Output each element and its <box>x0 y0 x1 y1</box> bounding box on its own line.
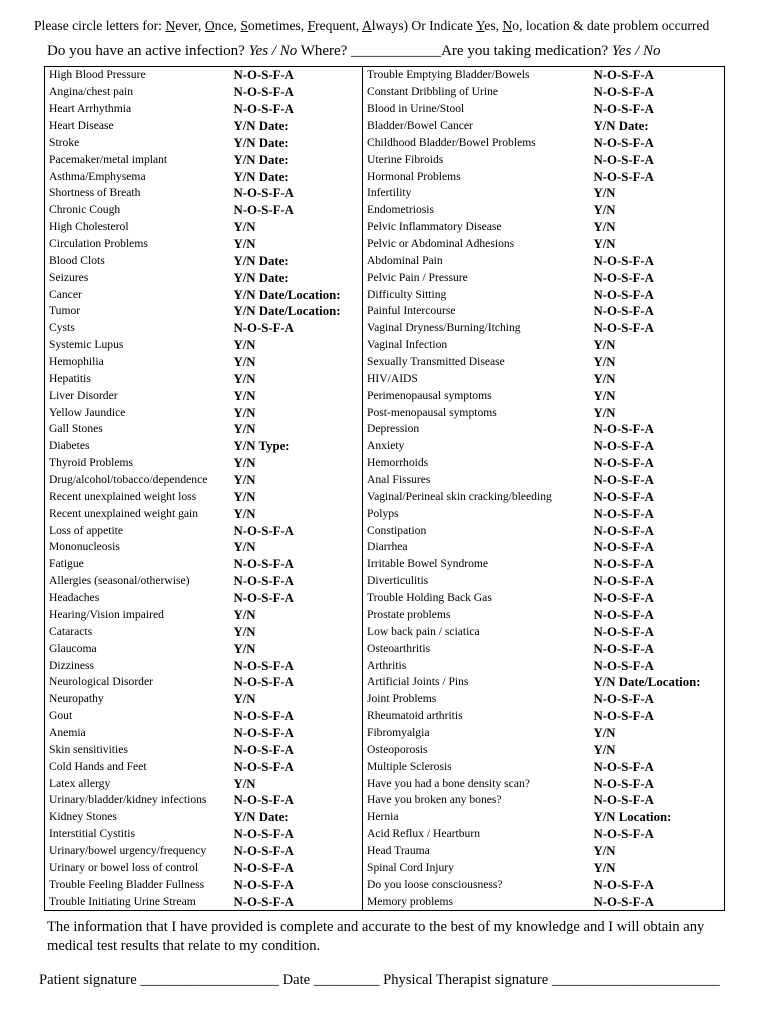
condition-label: High Blood Pressure <box>49 68 146 82</box>
answer-options[interactable]: N-O-S-F-A <box>593 456 654 471</box>
infection-question: Do you have an active infection? <box>47 43 249 59</box>
table-row <box>45 337 725 354</box>
answer-options[interactable]: Y/N <box>230 455 363 472</box>
condition-label: Perimenopausal symptoms <box>367 388 492 402</box>
table-row <box>45 118 725 135</box>
table-row <box>45 354 725 371</box>
condition-label: Latex allergy <box>49 776 111 790</box>
condition-label: High Cholesterol <box>49 220 129 234</box>
condition-label: Drug/alcohol/tobacco/dependence <box>49 473 208 487</box>
condition-label: Post-menopausal symptoms <box>367 405 497 419</box>
condition-label: Cysts <box>49 321 75 335</box>
table-row <box>45 488 725 505</box>
condition-label: Mononucleosis <box>49 540 120 554</box>
table-row <box>45 101 725 118</box>
answer-options[interactable]: Y/N <box>230 775 363 792</box>
table-row <box>45 168 725 185</box>
answer-options[interactable]: Y/N Date: <box>230 118 363 135</box>
answer-options[interactable]: N-O-S-F-A <box>230 84 363 101</box>
answer-options[interactable]: Y/N <box>593 725 616 740</box>
answer-options[interactable]: Y/N Date: <box>230 252 363 269</box>
condition-label: Angina/chest pain <box>49 85 134 99</box>
table-row <box>45 691 725 708</box>
answer-options[interactable]: N-O-S-F-A <box>593 489 654 504</box>
condition-label: Artificial Joints / Pins <box>367 675 469 689</box>
condition-label: Cataracts <box>49 624 93 638</box>
instructions-line <box>34 18 754 34</box>
answer-options[interactable]: N-O-S-F-A <box>230 826 363 843</box>
answer-options[interactable]: N-O-S-F-A <box>230 67 363 84</box>
answer-options[interactable]: N-O-S-F-A <box>230 101 363 118</box>
answer-options[interactable]: Y/N <box>593 742 616 757</box>
table-row <box>45 758 725 775</box>
table-row <box>45 708 725 725</box>
answer-options[interactable]: N-O-S-F-A <box>230 792 363 809</box>
answer-options[interactable]: Y/N <box>230 370 363 387</box>
answer-options[interactable]: Y/N <box>593 186 616 201</box>
answer-options[interactable]: Y/N <box>230 539 363 556</box>
answer-options[interactable]: Y/N Date/Location: <box>593 675 701 690</box>
condition-label: Polyps <box>367 506 399 520</box>
table-row <box>45 893 725 910</box>
condition-label: Heart Arrhythmia <box>49 102 132 116</box>
condition-label: Skin sensitivities <box>49 742 128 756</box>
condition-label: Trouble Feeling Bladder Fullness <box>49 877 205 891</box>
condition-label: Joint Problems <box>367 692 437 706</box>
infection-medication-question <box>47 43 661 60</box>
answer-options[interactable]: N-O-S-F-A <box>593 169 654 184</box>
answer-options[interactable]: N-O-S-F-A <box>593 759 654 774</box>
answer-options[interactable]: N-O-S-F-A <box>593 523 654 538</box>
table-row <box>45 455 725 472</box>
table-row <box>45 741 725 758</box>
key-no: N <box>502 18 513 33</box>
condition-label: Constant Dribbling of Urine <box>367 85 499 99</box>
answer-options[interactable]: Y/N <box>593 405 616 420</box>
condition-label: Heart Disease <box>49 119 114 132</box>
condition-label: Osteoporosis <box>367 742 428 756</box>
table-row <box>45 573 725 590</box>
answer-options[interactable]: N-O-S-F-A <box>230 573 363 590</box>
condition-label: Anal Fissures <box>367 473 431 487</box>
condition-label: Interstitial Cystitis <box>49 827 135 841</box>
answer-options[interactable]: Y/N Date: <box>230 809 363 826</box>
answer-options[interactable]: N-O-S-F-A <box>230 590 363 607</box>
answer-options[interactable]: Y/N <box>593 843 616 858</box>
answer-options[interactable]: Y/N <box>593 371 616 386</box>
instructions-prefix: Please circle letters for: <box>34 18 166 33</box>
answer-options[interactable]: N-O-S-F-A <box>593 776 654 791</box>
table-row <box>45 539 725 556</box>
condition-label: Acid Reflux / Heartburn <box>367 827 481 841</box>
answer-options[interactable]: N-O-S-F-A <box>230 185 363 202</box>
condition-label: Have you had a bone density scan? <box>367 776 530 790</box>
infection-where-field[interactable]: Where? ____________ <box>297 43 442 59</box>
condition-label: Rheumatoid arthritis <box>367 709 463 723</box>
answer-options[interactable]: Y/N <box>230 472 363 489</box>
table-row <box>45 404 725 421</box>
answer-options[interactable]: Y/N Date/Location: <box>230 286 363 303</box>
key-never: N <box>165 18 176 33</box>
condition-label: Vaginal Infection <box>367 338 448 352</box>
table-row <box>45 387 725 404</box>
answer-options[interactable]: N-O-S-F-A <box>230 522 363 539</box>
answer-options[interactable]: N-O-S-F-A <box>593 894 654 909</box>
answer-options[interactable]: N-O-S-F-A <box>593 85 654 100</box>
answer-options[interactable]: N-O-S-F-A <box>593 540 654 555</box>
answer-options[interactable]: N-O-S-F-A <box>593 793 654 808</box>
table-row <box>45 202 725 219</box>
answer-options[interactable]: N-O-S-F-A <box>593 877 654 892</box>
condition-label: Tumor <box>49 304 81 318</box>
answer-options[interactable]: Y/N <box>593 237 616 252</box>
answer-options[interactable]: N-O-S-F-A <box>593 253 654 268</box>
answer-options[interactable]: N-O-S-F-A <box>593 557 654 572</box>
table-row <box>45 826 725 843</box>
condition-label: Urinary/bladder/kidney infections <box>49 793 207 807</box>
condition-label: Difficulty Sitting <box>367 287 447 301</box>
condition-label: Circulation Problems <box>49 237 148 251</box>
table-row <box>45 303 725 320</box>
answer-options[interactable]: N-O-S-F-A <box>230 202 363 219</box>
key-frequent: F <box>307 18 316 33</box>
answer-options[interactable]: Y/N Type: <box>230 438 363 455</box>
answer-options[interactable]: N-O-S-F-A <box>593 827 654 842</box>
condition-label: Liver Disorder <box>49 388 118 402</box>
table-row <box>45 775 725 792</box>
condition-label: Spinal Cord Injury <box>367 860 454 874</box>
medication-question: Are you taking medication? <box>441 43 612 59</box>
condition-label: Vaginal Dryness/Burning/Itching <box>367 321 521 335</box>
condition-label: Thyroid Problems <box>49 456 134 470</box>
table-row <box>45 674 725 691</box>
condition-label: Fibromyalgia <box>367 725 430 739</box>
answer-options[interactable]: N-O-S-F-A <box>230 843 363 860</box>
answer-options[interactable]: N-O-S-F-A <box>593 321 654 336</box>
condition-label: Prostate problems <box>367 607 451 621</box>
answer-options[interactable]: Y/N <box>230 623 363 640</box>
condition-label: Systemic Lupus <box>49 338 124 352</box>
answer-options[interactable]: N-O-S-F-A <box>230 758 363 775</box>
condition-label: Loss of appetite <box>49 523 124 537</box>
key-once-rest: nce, <box>214 18 241 33</box>
condition-label: Constipation <box>367 523 427 537</box>
condition-label: Endometriosis <box>367 203 434 217</box>
condition-label: Anemia <box>49 725 86 739</box>
condition-label: Urinary/bowel urgency/frequency <box>49 843 207 857</box>
answer-options[interactable]: N-O-S-F-A <box>593 658 654 673</box>
condition-label: Arthritis <box>367 658 407 672</box>
condition-label: Neurological Disorder <box>49 675 153 689</box>
table-row <box>45 792 725 809</box>
condition-label: Hearing/Vision impaired <box>49 607 164 621</box>
answer-options[interactable]: N-O-S-F-A <box>593 68 654 83</box>
answer-options[interactable]: N-O-S-F-A <box>230 725 363 742</box>
key-sometimes: S <box>240 18 248 33</box>
condition-label: Recent unexplained weight loss <box>49 489 197 503</box>
answer-options[interactable]: N-O-S-F-A <box>593 709 654 724</box>
key-no-rest: o, location & date problem occurred <box>512 18 710 33</box>
condition-label: Allergies (seasonal/otherwise) <box>49 574 190 588</box>
answer-options[interactable]: N-O-S-F-A <box>593 641 654 656</box>
answer-options[interactable]: N-O-S-F-A <box>593 102 654 117</box>
answer-options[interactable]: N-O-S-F-A <box>593 607 654 622</box>
condition-label: Pelvic or Abdominal Adhesions <box>367 237 515 251</box>
answer-options[interactable]: Y/N <box>230 488 363 505</box>
table-row <box>45 185 725 202</box>
table-row <box>45 859 725 876</box>
condition-label: Bladder/Bowel Cancer <box>367 119 473 132</box>
condition-label: Childhood Bladder/Bowel Problems <box>367 135 536 149</box>
answer-options[interactable]: Y/N Date: <box>230 151 363 168</box>
signature-line[interactable]: Patient signature ___________________ Date _________ Physical Therapist signature _______________________ <box>39 972 720 988</box>
condition-label: Diverticulitis <box>367 574 429 588</box>
condition-label: Seizures <box>49 270 89 284</box>
condition-label: Blood in Urine/Stool <box>367 102 465 116</box>
answer-options[interactable]: Y/N Date: <box>593 119 649 133</box>
table-row <box>45 623 725 640</box>
condition-label: Trouble Holding Back Gas <box>367 591 492 605</box>
condition-label: Memory problems <box>367 894 453 908</box>
answer-options[interactable]: Y/N <box>230 337 363 354</box>
answer-options[interactable]: N-O-S-F-A <box>593 591 654 606</box>
answer-options[interactable]: Y/N <box>230 421 363 438</box>
condition-label: Asthma/Emphysema <box>49 169 146 183</box>
answer-options[interactable]: Y/N <box>230 236 363 253</box>
table-row <box>45 725 725 742</box>
condition-label: Hemorrhoids <box>367 456 429 470</box>
answer-options[interactable]: Y/N <box>593 355 616 370</box>
condition-label: Urinary or bowel loss of control <box>49 860 199 874</box>
medication-options[interactable]: Yes / No <box>611 43 661 59</box>
answer-options[interactable]: Y/N <box>593 860 616 875</box>
table-row <box>45 522 725 539</box>
condition-label: Gall Stones <box>49 422 103 436</box>
answer-options[interactable]: N-O-S-F-A <box>230 893 363 910</box>
key-frequent-rest: requent, <box>315 18 362 33</box>
condition-label: Head Trauma <box>367 843 430 857</box>
condition-label: Pacemaker/metal implant <box>49 152 168 166</box>
condition-label: Diabetes <box>49 439 90 453</box>
condition-label: Pelvic Inflammatory Disease <box>367 220 502 234</box>
condition-label: Cold Hands and Feet <box>49 759 147 773</box>
answer-options[interactable]: Y/N <box>593 338 616 353</box>
condition-label: Neuropathy <box>49 692 104 706</box>
table-row <box>45 657 725 674</box>
key-yes: Y <box>475 18 485 33</box>
answer-options[interactable]: N-O-S-F-A <box>230 556 363 573</box>
answer-options[interactable]: Y/N Date: <box>230 269 363 286</box>
answer-options[interactable]: N-O-S-F-A <box>230 708 363 725</box>
answer-options[interactable]: N-O-S-F-A <box>593 473 654 488</box>
table-row <box>45 590 725 607</box>
key-always-rest: lways) Or Indicate <box>371 18 476 33</box>
answer-options[interactable]: Y/N <box>593 388 616 403</box>
key-yes-rest: es, <box>484 18 503 33</box>
condition-label: Pelvic Pain / Pressure <box>367 270 468 284</box>
answer-options[interactable]: N-O-S-F-A <box>593 152 654 167</box>
table-row <box>45 843 725 860</box>
infection-options[interactable]: Yes / No <box>248 43 298 59</box>
condition-label: Vaginal/Perineal skin cracking/bleeding <box>367 489 552 503</box>
answer-options[interactable]: N-O-S-F-A <box>593 574 654 589</box>
answer-options[interactable]: Y/N <box>230 691 363 708</box>
answer-options[interactable]: Y/N Date/Location: <box>230 303 363 320</box>
key-always: A <box>361 18 372 33</box>
answer-options[interactable]: N-O-S-F-A <box>230 674 363 691</box>
condition-label: Chronic Cough <box>49 203 121 217</box>
medical-history-table <box>44 66 725 911</box>
table-row <box>45 320 725 337</box>
condition-label: Shortness of Breath <box>49 186 141 200</box>
condition-label: Sexually Transmitted Disease <box>367 355 505 369</box>
condition-label: HIV/AIDS <box>367 371 418 385</box>
answer-options[interactable]: N-O-S-F-A <box>593 270 654 285</box>
key-never-rest: ever, <box>175 18 205 33</box>
table-row <box>45 252 725 269</box>
condition-label: Low back pain / sciatica <box>367 624 480 638</box>
table-row <box>45 876 725 893</box>
answer-options[interactable]: N-O-S-F-A <box>593 304 654 319</box>
table-row <box>45 236 725 253</box>
answer-options[interactable]: N-O-S-F-A <box>230 741 363 758</box>
certification-statement: The information that I have provided is complete and accurate to the best of my knowledge and I will obtain any medical test results that relate to my condition. <box>47 919 705 954</box>
answer-options[interactable]: Y/N Date: <box>230 168 363 185</box>
table-row <box>45 607 725 624</box>
condition-label: Trouble Initiating Urine Stream <box>49 894 196 908</box>
condition-label: Irritable Bowel Syndrome <box>367 557 489 571</box>
answer-options[interactable]: N-O-S-F-A <box>593 422 654 437</box>
condition-label: Recent unexplained weight gain <box>49 506 199 520</box>
condition-label: Do you loose consciousness? <box>367 877 503 891</box>
condition-label: Anxiety <box>367 439 405 453</box>
condition-label: Glaucoma <box>49 641 97 655</box>
answer-options[interactable]: Y/N <box>593 203 616 218</box>
condition-label: Gout <box>49 709 73 723</box>
table-row <box>45 472 725 489</box>
medical-history-body <box>45 67 725 911</box>
answer-options[interactable]: Y/N Date: <box>230 134 363 151</box>
answer-options[interactable]: Y/N <box>230 354 363 371</box>
table-row <box>45 556 725 573</box>
table-row <box>45 505 725 522</box>
answer-options[interactable]: N-O-S-F-A <box>593 506 654 521</box>
condition-label: Diarrhea <box>367 540 408 554</box>
answer-options[interactable]: Y/N <box>230 219 363 236</box>
table-row <box>45 438 725 455</box>
table-row <box>45 809 725 826</box>
condition-label: Depression <box>367 422 420 436</box>
condition-label: Have you broken any bones? <box>367 793 502 807</box>
answer-options[interactable]: N-O-S-F-A <box>230 876 363 893</box>
table-row <box>45 370 725 387</box>
table-row <box>45 84 725 101</box>
answer-options[interactable]: N-O-S-F-A <box>593 692 654 707</box>
table-row <box>45 151 725 168</box>
answer-options[interactable]: Y/N <box>230 505 363 522</box>
condition-label: Dizziness <box>49 658 95 672</box>
table-row <box>45 219 725 236</box>
condition-label: Painful Intercourse <box>367 304 456 318</box>
condition-label: Cancer <box>49 287 82 301</box>
table-row <box>45 269 725 286</box>
answer-options[interactable]: Y/N <box>230 640 363 657</box>
answer-options[interactable]: Y/N <box>593 220 616 235</box>
condition-label: Hemophilia <box>49 355 104 369</box>
answer-options[interactable]: Y/N <box>230 607 363 624</box>
table-row <box>45 67 725 84</box>
answer-options[interactable]: N-O-S-F-A <box>593 287 654 302</box>
condition-label: Hepatitis <box>49 371 91 385</box>
condition-label: Infertility <box>367 186 412 200</box>
condition-label: Multiple Sclerosis <box>367 759 452 773</box>
answer-options[interactable]: Y/N <box>230 404 363 421</box>
answer-options[interactable]: N-O-S-F-A <box>230 657 363 674</box>
condition-label: Fatigue <box>49 557 84 571</box>
answer-options[interactable]: N-O-S-F-A <box>593 439 654 454</box>
condition-label: Osteoarthritis <box>367 641 431 655</box>
table-row <box>45 421 725 438</box>
table-row <box>45 640 725 657</box>
answer-options[interactable]: N-O-S-F-A <box>230 859 363 876</box>
key-once: O <box>204 18 215 33</box>
condition-label: Blood Clots <box>49 253 105 267</box>
condition-label: Kidney Stones <box>49 810 117 824</box>
answer-options[interactable]: Y/N <box>230 387 363 404</box>
condition-label: Abdominal Pain <box>367 253 443 267</box>
condition-label: Uterine Fibroids <box>367 152 444 166</box>
answer-options[interactable]: Y/N Location: <box>593 810 672 825</box>
table-row <box>45 286 725 303</box>
condition-label: Stroke <box>49 135 80 149</box>
condition-label: Yellow Jaundice <box>49 405 126 419</box>
condition-label: Hormonal Problems <box>367 169 461 183</box>
answer-options[interactable]: N-O-S-F-A <box>593 135 654 150</box>
condition-label: Headaches <box>49 591 100 605</box>
answer-options[interactable]: N-O-S-F-A <box>230 320 363 337</box>
condition-label: Trouble Emptying Bladder/Bowels <box>367 68 530 82</box>
key-sometimes-rest: ometimes, <box>247 18 308 33</box>
table-row <box>45 134 725 151</box>
condition-label: Hernia <box>367 810 399 824</box>
answer-options[interactable]: N-O-S-F-A <box>593 624 654 639</box>
